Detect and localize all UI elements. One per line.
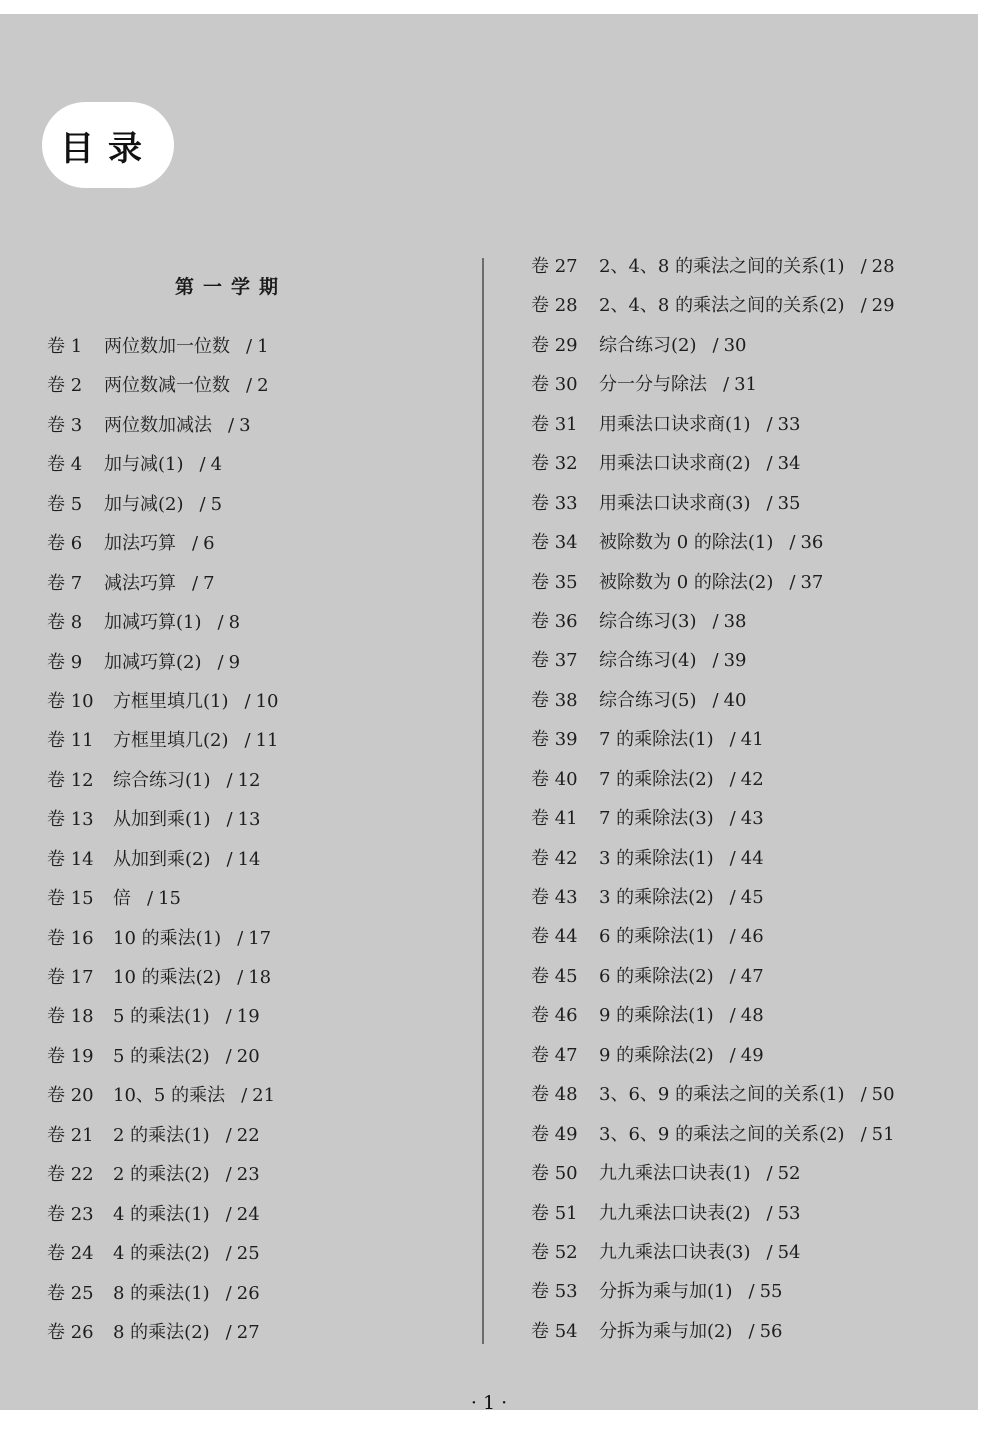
toc-volume: 卷 52 [531,1241,578,1263]
toc-title: 3 的乘除法(2) [599,887,714,908]
toc-volume: 卷 10 [47,690,94,712]
toc-separator: / [246,375,253,397]
toc-right-column [531,247,895,1351]
toc-title: 加法巧算 [104,533,176,555]
toc-page-number: 6 [203,533,215,555]
toc-title: 方框里填几(2) [113,730,229,752]
toc-volume: 卷 33 [531,492,578,514]
toc-title: 从加到乘(1) [113,809,211,831]
toc-volume: 卷 8 [47,612,83,634]
toc-item [531,247,895,286]
toc-item [531,996,895,1035]
toc-item [47,682,278,721]
toc-volume: 卷 39 [531,729,578,751]
toc-page-number: 45 [740,887,764,908]
toc-title: 综合练习(1) [113,769,211,791]
toc-title: 7 的乘除法(3) [599,808,714,830]
toc-volume: 卷 47 [531,1044,578,1066]
toc-page-number: 28 [871,256,895,277]
toc-item [47,564,278,603]
toc-item [47,1076,278,1115]
toc-separator: / [241,1085,248,1107]
toc-page-number: 18 [248,967,272,988]
column-divider [482,258,484,1344]
toc-item [47,1234,278,1273]
toc-separator: / [228,414,235,436]
toc-volume: 卷 2 [47,375,83,397]
toc-title: 5 的乘法(2) [113,1045,210,1067]
toc-separator: / [712,650,719,672]
toc-separator: / [789,532,796,554]
toc-separator: / [729,1005,736,1027]
toc-page-number: 47 [740,965,764,987]
toc-title: 被除数为 0 的除法(2) [599,571,774,593]
toc-item [47,603,278,642]
toc-item [47,958,278,997]
toc-title: 10 的乘法(1) [113,927,222,949]
toc-separator: / [225,1321,232,1343]
toc-title: 减法巧算 [104,572,176,594]
toc-title: 从加到乘(2) [113,848,211,870]
toc-separator: / [226,809,233,831]
toc-page-number: 4 [210,454,223,476]
toc-separator: / [766,453,773,475]
toc-volume: 卷 41 [531,808,578,830]
toc-item [531,681,895,720]
toc-volume: 卷 44 [531,926,578,948]
toc-page-number: 34 [777,453,801,475]
toc-title: 8 的乘法(2) [113,1321,210,1343]
toc-separator: / [199,493,206,515]
toc-volume: 卷 14 [47,848,94,870]
toc-left-column [47,327,278,1352]
toc-title: 9 的乘除法(1) [599,1005,714,1027]
toc-page-number: 40 [723,689,747,711]
toc-page-number: 36 [800,532,824,554]
toc-item [47,879,278,918]
toc-title: 综合练习(4) [599,650,697,672]
toc-title: 九九乘法口诀表(1) [599,1163,751,1185]
toc-separator: / [192,533,199,555]
toc-item [531,1312,895,1351]
toc-page-number: 55 [759,1281,783,1303]
toc-volume: 卷 40 [531,768,578,790]
toc-volume: 卷 9 [47,651,83,673]
toc-item [47,919,278,958]
toc-volume: 卷 17 [47,967,94,988]
toc-volume: 卷 15 [47,888,94,910]
toc-title: 分一分与除法 [599,374,707,396]
toc-title: 4 的乘法(1) [113,1203,210,1225]
toc-item [531,1233,895,1272]
toc-page-number: 30 [723,334,747,356]
toc-volume: 卷 37 [531,650,578,672]
toc-page-number: 52 [777,1163,801,1185]
toc-separator: / [192,572,199,594]
term-heading: 第一学期 [175,276,288,298]
toc-volume: 卷 32 [531,453,578,475]
toc-item [531,523,895,562]
toc-page-number: 35 [777,492,801,514]
toc-title: 两位数加减法 [104,414,212,436]
toc-item [531,326,895,365]
toc-separator: / [729,965,736,987]
toc-volume: 卷 19 [47,1045,94,1067]
toc-page-number: 10 [255,690,279,712]
toc-volume: 卷 50 [531,1163,578,1185]
toc-item [531,957,895,996]
toc-page-number: 29 [871,295,895,317]
toc-volume: 卷 54 [531,1320,578,1342]
toc-volume: 卷 36 [531,610,578,632]
toc-page-number: 27 [236,1321,260,1343]
toc-item [47,406,278,445]
toc-page-number: 44 [740,847,764,869]
toc-separator: / [860,256,867,277]
toc-separator: / [225,1045,232,1067]
toc-separator: / [729,1044,736,1066]
toc-item [531,720,895,759]
toc-page-number: 49 [740,1044,764,1066]
toc-page-number: 54 [777,1241,801,1263]
toc-page-number: 33 [777,413,801,435]
toc-separator: / [225,1124,232,1146]
toc-volume: 卷 53 [531,1281,578,1303]
toc-volume: 卷 27 [531,256,578,277]
title-badge [42,102,174,188]
toc-separator: / [729,926,736,948]
toc-page-number: 5 [210,493,223,515]
toc-volume: 卷 46 [531,1005,578,1027]
toc-page-number: 3 [239,414,251,436]
toc-title: 2 的乘法(1) [113,1124,210,1146]
toc-title: 综合练习(2) [599,334,697,356]
toc-volume: 卷 7 [47,572,83,594]
toc-separator: / [789,571,796,593]
toc-item [531,839,895,878]
toc-item [47,524,278,563]
toc-title: 加与减(2) [104,493,184,515]
toc-title: 分拆为乘与加(2) [599,1320,733,1342]
toc-item [531,365,895,404]
toc-title: 2、4、8 的乘法之间的关系(2) [599,295,845,317]
toc-title: 6 的乘除法(2) [599,965,714,987]
toc-page-number: 11 [255,730,279,752]
toc-item [531,641,895,680]
toc-page-number: 1 [257,336,269,357]
toc-item [47,1274,278,1313]
document-page [0,14,978,1414]
toc-page-number: 26 [236,1282,260,1304]
toc-title: 加与减(1) [104,454,184,476]
toc-separator: / [147,888,154,910]
toc-page-number: 8 [228,612,241,634]
toc-separator: / [237,927,244,949]
toc-title: 方框里填几(1) [113,690,229,712]
toc-separator: / [748,1281,755,1303]
toc-volume: 卷 12 [47,769,94,791]
toc-separator: / [226,848,233,870]
toc-item [531,405,895,444]
toc-page-number: 14 [237,848,261,870]
toc-separator: / [860,1084,867,1106]
toc-page-number: 21 [252,1085,276,1107]
toc-separator: / [226,769,233,791]
toc-title: 被除数为 0 的除法(1) [599,532,774,554]
toc-page-number: 20 [236,1045,260,1067]
toc-volume: 卷 18 [47,1006,94,1028]
toc-volume: 卷 16 [47,927,94,949]
toc-volume: 卷 31 [531,413,578,435]
toc-title: 7 的乘除法(1) [599,729,714,751]
toc-page-number: 9 [228,651,241,673]
toc-title: 综合练习(3) [599,610,697,632]
toc-title: 九九乘法口诀表(2) [599,1202,751,1224]
toc-title: 综合练习(5) [599,689,697,711]
toc-volume: 卷 20 [47,1085,94,1107]
toc-title: 用乘法口诀求商(2) [599,453,751,475]
toc-volume: 卷 25 [47,1282,94,1304]
toc-separator: / [766,413,773,435]
toc-separator: / [225,1243,232,1265]
toc-volume: 卷 6 [47,533,83,555]
toc-separator: / [712,689,719,711]
toc-volume: 卷 29 [531,334,578,356]
toc-item [47,761,278,800]
toc-page-number: 41 [740,729,764,751]
toc-separator: / [723,374,730,396]
toc-volume: 卷 35 [531,571,578,593]
toc-title: 5 的乘法(1) [113,1006,210,1028]
page-number: · 1 · [470,1392,508,1414]
toc-separator: / [217,651,224,673]
toc-volume: 卷 21 [47,1124,94,1146]
toc-item [531,1272,895,1311]
toc-title: 6 的乘除法(1) [599,926,714,948]
toc-item [531,1115,895,1154]
toc-item [47,1155,278,1194]
toc-title: 九九乘法口诀表(3) [599,1241,751,1263]
toc-item [531,1154,895,1193]
toc-title: 两位数减一位数 [104,375,230,397]
toc-item [531,484,895,523]
toc-page-number: 39 [723,650,747,672]
toc-item [47,997,278,1036]
toc-title: 10 的乘法(2) [113,967,222,988]
toc-separator: / [766,1241,773,1263]
toc-item [47,1195,278,1234]
page-title: 目录 [60,128,156,169]
toc-page-number: 42 [740,768,764,790]
toc-separator: / [237,967,244,988]
toc-separator: / [225,1164,232,1186]
toc-title: 2 的乘法(2) [113,1164,210,1186]
toc-item [47,840,278,879]
toc-page-number: 53 [777,1202,801,1224]
toc-separator: / [712,334,719,356]
toc-item [531,799,895,838]
toc-page-number: 19 [236,1006,260,1028]
toc-separator: / [244,690,251,712]
toc-item [47,366,278,405]
toc-page-number: 23 [236,1164,260,1186]
toc-volume: 卷 11 [47,730,94,752]
toc-item [531,1194,895,1233]
toc-page-number: 43 [740,808,764,830]
toc-item [531,760,895,799]
toc-title: 10、5 的乘法 [113,1085,226,1107]
toc-item [531,878,895,917]
toc-volume: 卷 28 [531,295,578,317]
toc-separator: / [729,887,736,908]
toc-item [531,286,895,325]
toc-separator: / [766,1202,773,1224]
toc-separator: / [244,730,251,752]
toc-item [47,1116,278,1155]
toc-item [47,485,278,524]
toc-page-number: 38 [723,610,747,632]
toc-title: 倍 [113,888,131,910]
toc-item [47,721,278,760]
toc-volume: 卷 5 [47,493,83,515]
toc-title: 8 的乘法(1) [113,1282,210,1304]
toc-page-number: 37 [800,571,824,593]
toc-volume: 卷 42 [531,847,578,869]
toc-volume: 卷 22 [47,1164,94,1186]
toc-page-number: 50 [871,1084,895,1106]
toc-volume: 卷 23 [47,1203,94,1225]
toc-title: 加减巧算(2) [104,651,202,673]
toc-page-number: 13 [237,809,261,831]
toc-title: 3、6、9 的乘法之间的关系(1) [599,1084,845,1106]
toc-item [531,563,895,602]
toc-separator: / [729,847,736,869]
toc-page-number: 22 [236,1124,260,1146]
toc-item [47,643,278,682]
toc-page-number: 15 [158,888,181,910]
toc-item [531,1075,895,1114]
toc-item [47,800,278,839]
toc-volume: 卷 3 [47,414,83,436]
toc-page-number: 46 [740,926,764,948]
toc-separator: / [748,1320,755,1342]
toc-page-number: 7 [203,572,215,594]
toc-separator: / [225,1282,232,1304]
toc-page-number: 12 [237,769,261,791]
toc-page-number: 31 [734,374,757,396]
toc-separator: / [729,729,736,751]
toc-separator: / [729,768,736,790]
toc-item [531,917,895,956]
toc-item [47,1313,278,1352]
toc-volume: 卷 43 [531,887,578,908]
toc-separator: / [712,610,719,632]
toc-separator: / [217,612,224,634]
toc-title: 两位数加一位数 [104,336,230,357]
toc-volume: 卷 4 [47,454,83,476]
toc-title: 3、6、9 的乘法之间的关系(2) [599,1123,845,1145]
toc-separator: / [225,1203,232,1225]
toc-separator: / [225,1006,232,1028]
toc-title: 2、4、8 的乘法之间的关系(1) [599,256,845,277]
toc-item [47,1037,278,1076]
toc-volume: 卷 45 [531,965,578,987]
toc-volume: 卷 48 [531,1084,578,1106]
toc-page-number: 24 [236,1203,260,1225]
toc-volume: 卷 13 [47,809,94,831]
toc-title: 7 的乘除法(2) [599,768,714,790]
toc-volume: 卷 1 [47,336,83,357]
toc-title: 用乘法口诀求商(3) [599,492,751,514]
toc-volume: 卷 49 [531,1123,578,1145]
toc-item [531,602,895,641]
toc-separator: / [729,808,736,830]
toc-page-number: 2 [257,375,269,397]
toc-page-number: 51 [871,1123,895,1145]
toc-page-number: 17 [248,927,272,949]
toc-item [47,445,278,484]
toc-volume: 卷 26 [47,1321,94,1343]
toc-item [47,327,278,366]
toc-volume: 卷 24 [47,1243,94,1265]
toc-separator: / [199,454,206,476]
toc-separator: / [246,336,253,357]
toc-separator: / [766,1163,773,1185]
toc-title: 分拆为乘与加(1) [599,1281,733,1303]
toc-title: 加减巧算(1) [104,612,202,634]
toc-volume: 卷 34 [531,532,578,554]
toc-title: 3 的乘除法(1) [599,847,714,869]
toc-item [531,444,895,483]
toc-item [531,1036,895,1075]
toc-separator: / [860,295,867,317]
toc-title: 用乘法口诀求商(1) [599,413,751,435]
toc-title: 9 的乘除法(2) [599,1044,714,1066]
toc-volume: 卷 30 [531,374,578,396]
toc-volume: 卷 38 [531,689,578,711]
toc-separator: / [766,492,773,514]
toc-page-number: 56 [759,1320,783,1342]
toc-volume: 卷 51 [531,1202,578,1224]
toc-separator: / [860,1123,867,1145]
toc-page-number: 25 [236,1243,260,1265]
toc-page-number: 48 [740,1005,764,1027]
toc-title: 4 的乘法(2) [113,1243,210,1265]
